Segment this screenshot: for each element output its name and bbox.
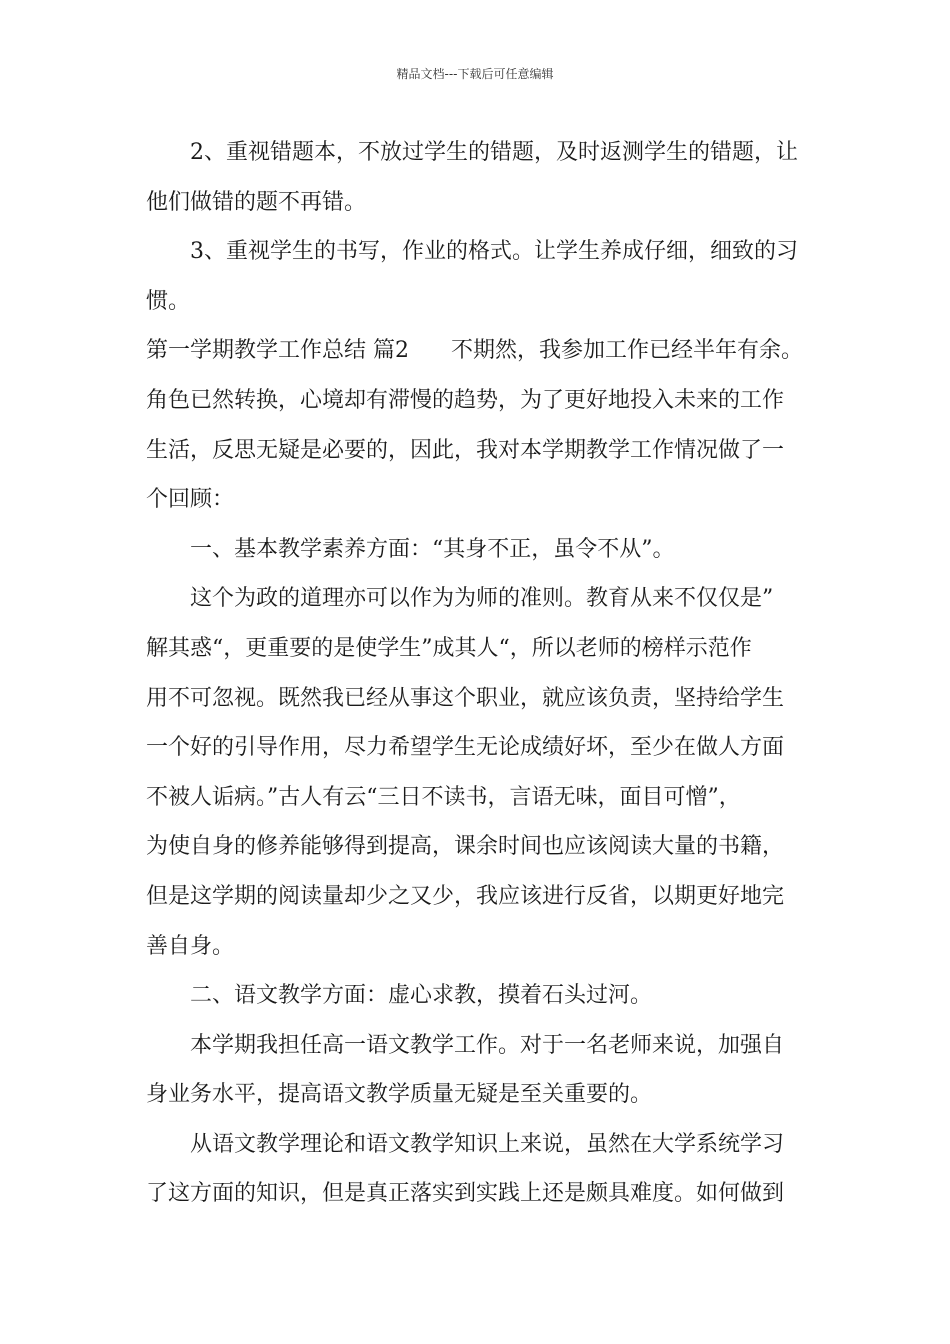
text-line: 二、语文教学方面：虚心求教，摸着石头过河。 [190,983,653,1009]
section-heading-line [146,326,818,376]
document-body [146,128,818,1219]
text-line: 解其惑“，更重要的是使学生”成其人“，所以老师的榜样示范作 [146,635,752,661]
text-line: 为使自身的修养能够得到提高，课余时间也应该阅读大量的书籍， [146,834,785,860]
text-line: 从语文教学理论和语文教学知识上来说，虽然在大学系统学习 [190,1131,785,1157]
text-line: 用不可忽视。既然我已经从事这个职业，就应该负责，坚持给学生 [146,685,785,711]
text-line: 3、重视学生的书写，作业的格式。让学生养成仔细，细致的习 [190,239,798,265]
text-line: 个回顾： [146,487,235,513]
text-line: 一、基本教学素养方面：“其身不正，虽令不从”。 [190,536,675,562]
text-line: 他们做错的题不再错。 [146,189,367,215]
text-line: 但是这学期的阅读量却少之又少，我应该进行反省，以期更好地完 [146,883,785,909]
text-line: 善自身。 [146,933,235,959]
text-line: 一个好的引导作用，尽力希望学生无论成绩好坏，至少在做人方面 [146,735,785,761]
text-line: 不被人诟病。”古人有云“三日不读书，言语无味，面目可憎”， [146,784,741,810]
text-line: 本学期我担任高一语文教学工作。对于一名老师来说，加强自 [190,1032,785,1058]
text-line: 2、重视错题本，不放过学生的错题，及时返测学生的错题，让 [190,140,798,165]
text-line: 身业务水平，提高语文教学质量无疑是至关重要的。 [146,1082,653,1108]
text-line: 惯。 [146,288,191,314]
section-title: 第一学期教学工作总结 篇2 [146,338,409,364]
text-line: 这个为政的道理亦可以作为为师的准则。教育从来不仅仅是” [190,586,774,612]
text-line: 角色已然转换，心境却有滞慢的趋势，为了更好地投入未来的工作 [146,387,785,413]
page-header: 精品文档---下载后可任意编辑 [396,67,554,81]
text-line: 不期然，我参加工作已经半年有余。 [451,338,804,364]
text-line: 了这方面的知识，但是真正落实到实践上还是颇具难度。如何做到 [146,1181,785,1207]
text-line: 生活，反思无疑是必要的，因此，我对本学期教学工作情况做了一 [146,437,785,463]
